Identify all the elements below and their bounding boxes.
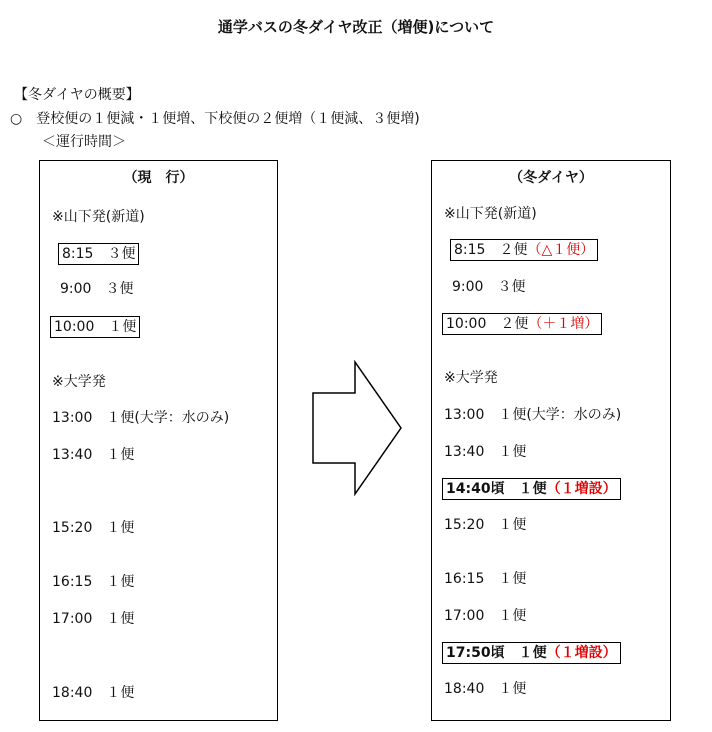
winter-row-0815-change: （△１便） — [527, 242, 595, 258]
current-row-1615: 16:15 １便 — [52, 574, 135, 590]
winter-row-1750 — [442, 642, 621, 664]
current-panel-title: （現 行） — [123, 170, 194, 186]
winter-row-0900: 9:00 ３便 — [452, 279, 526, 295]
winter-panel-title: （冬ダイヤ） — [509, 170, 593, 186]
winter-row-0815-time: 8:15 ２便 — [454, 242, 528, 258]
operating-hours-label: ＜運行時間＞ — [42, 134, 126, 150]
winter-row-1520: 15:20 １便 — [444, 517, 527, 533]
current-section-university: ※大学発 — [52, 374, 106, 390]
current-row-0900: 9:00 ３便 — [60, 281, 134, 297]
winter-row-1440-change: （１増設） — [546, 481, 617, 497]
winter-row-1440-time: 14:40頃 １便 — [446, 481, 547, 497]
current-row-1520: 15:20 １便 — [52, 520, 135, 536]
winter-section-yamashita: ※山下発(新道) — [444, 206, 537, 222]
overview-bullet: ○ 登校便の１便減・１便増、下校便の２便増（１便減、３便増) — [10, 111, 420, 127]
current-row-1700: 17:00 １便 — [52, 611, 135, 627]
current-schedule-panel — [39, 160, 278, 721]
page-title: 通学バスの冬ダイヤ改正（増便)について — [217, 18, 495, 36]
winter-row-1750-time: 17:50頃 １便 — [446, 645, 547, 661]
current-row-1000: 10:00 １便 — [50, 316, 140, 338]
winter-section-university: ※大学発 — [444, 370, 498, 386]
current-section-yamashita: ※山下発(新道) — [52, 209, 145, 225]
current-row-1340: 13:40 １便 — [52, 447, 135, 463]
winter-row-1615: 16:15 １便 — [444, 571, 527, 587]
winter-schedule-panel — [431, 160, 671, 721]
winter-row-1440 — [442, 478, 621, 500]
right-arrow-outline-icon — [311, 360, 403, 496]
winter-row-1700: 17:00 １便 — [444, 608, 527, 624]
winter-row-1340: 13:40 １便 — [444, 444, 527, 460]
winter-row-1300: 13:00 １便(大学：水のみ) — [444, 407, 622, 423]
winter-row-1000 — [442, 313, 602, 335]
winter-row-0815 — [450, 239, 598, 261]
winter-row-1840: 18:40 １便 — [444, 681, 527, 697]
winter-row-1000-time: 10:00 ２便 — [446, 316, 529, 332]
current-row-1840: 18:40 １便 — [52, 685, 135, 701]
winter-row-1000-change: （＋１増） — [528, 316, 599, 332]
winter-row-1750-change: （１増設） — [546, 645, 617, 661]
current-row-1300: 13:00 １便(大学：水のみ) — [52, 410, 230, 426]
overview-heading: 【冬ダイヤの概要】 — [14, 87, 140, 103]
current-row-0815: 8:15 ３便 — [58, 243, 139, 265]
